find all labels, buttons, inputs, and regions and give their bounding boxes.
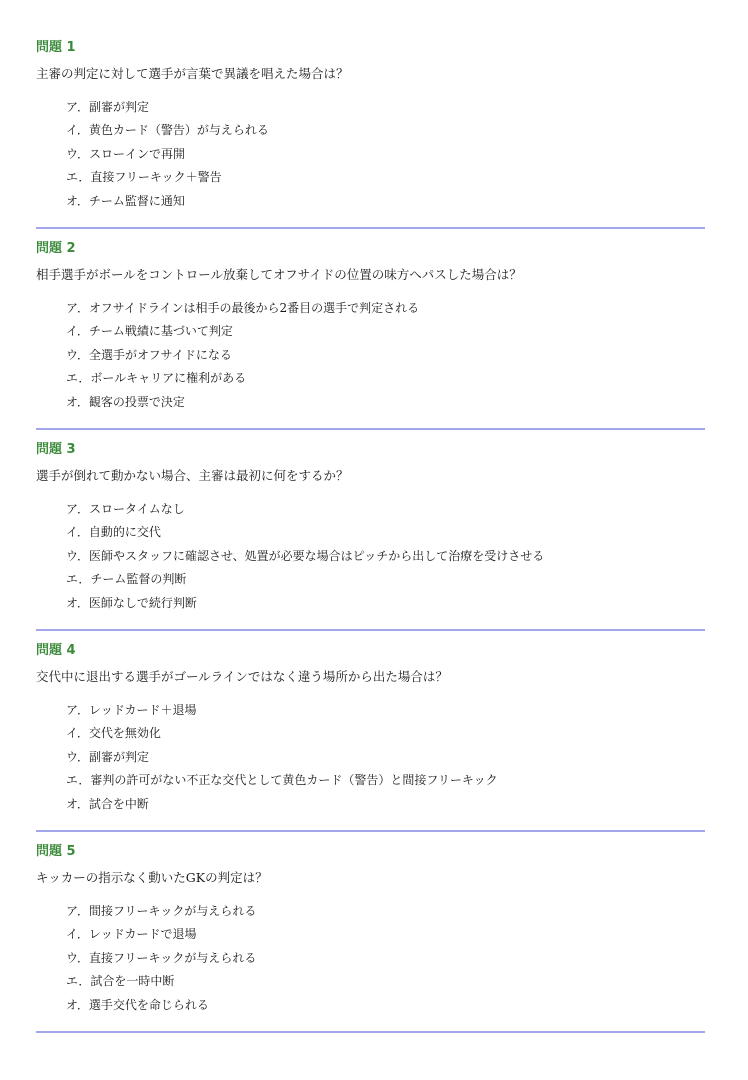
option-e: エ．試合を一時中断 <box>66 974 175 989</box>
option-o: オ．観客の投票で決定 <box>66 394 185 409</box>
option-list <box>66 99 269 216</box>
option-o: オ．選手交代を命じられる <box>66 997 209 1012</box>
option-e: エ．ボールキャリアに権利がある <box>66 371 247 386</box>
option-i: イ．交代を無効化 <box>66 726 161 741</box>
question-text: 相手選手がボールをコントロール放棄してオフサイドの位置の味方へパスした場合は？ <box>36 267 522 282</box>
option-o: オ．チーム監督に通知 <box>66 193 185 208</box>
question-text: キッカーの指示なく動いたGKの判定は？ <box>36 870 268 885</box>
option-list <box>66 702 498 819</box>
option-list <box>66 300 419 417</box>
option-i: イ．黄色カード（警告）が与えられる <box>66 123 269 138</box>
option-a: ア．レッドカード＋退場 <box>66 703 197 717</box>
question-title: 問題 1 <box>36 40 76 55</box>
option-e: エ．チーム監督の判断 <box>66 572 187 587</box>
question-title: 問題 5 <box>36 844 76 859</box>
option-u: ウ．副審が判定 <box>66 749 150 764</box>
question-title: 問題 2 <box>36 241 76 256</box>
section-divider <box>36 428 705 430</box>
question-text: 主審の判定に対して選手が言葉で異議を唱えた場合は？ <box>36 66 349 81</box>
option-list <box>66 501 544 618</box>
option-i: イ．レッドカードで退場 <box>66 927 197 942</box>
option-u: ウ．医師やスタッフに確認させ、処置が必要な場合はピッチから出して治療を受けさせる <box>66 548 545 563</box>
question-title: 問題 4 <box>36 643 76 658</box>
option-u: ウ．直接フリーキックが与えられる <box>66 950 257 965</box>
option-a: ア．間接フリーキックが与えられる <box>66 904 257 918</box>
section-divider <box>36 1031 705 1033</box>
option-u: ウ．全選手がオフサイドになる <box>66 347 232 362</box>
option-u: ウ．スローインで再開 <box>66 146 186 161</box>
section-divider <box>36 830 705 832</box>
option-e: エ．直接フリーキック＋警告 <box>66 170 222 185</box>
option-i: イ．自動的に交代 <box>66 525 161 540</box>
option-a: ア．副審が判定 <box>66 100 150 114</box>
section-divider <box>36 227 705 229</box>
section-divider <box>36 629 705 631</box>
option-o: オ．試合を中断 <box>66 796 149 811</box>
option-a: ア．オフサイドラインは相手の最後から2番目の選手で判定される <box>66 301 420 315</box>
question-title: 問題 3 <box>36 442 76 457</box>
option-e: エ．審判の許可がない不正な交代として黄色カード（警告）と間接フリーキック <box>66 773 498 788</box>
option-a: ア．スロータイムなし <box>66 502 185 516</box>
option-o: オ．医師なしで続行判断 <box>66 595 197 610</box>
option-list <box>66 903 256 1020</box>
question-text: 交代中に退出する選手がゴールラインではなく違う場所から出た場合は？ <box>36 669 448 684</box>
option-i: イ．チーム戦績に基づいて判定 <box>66 324 233 339</box>
question-text: 選手が倒れて動かない場合、主審は最初に何をするか？ <box>36 468 349 483</box>
